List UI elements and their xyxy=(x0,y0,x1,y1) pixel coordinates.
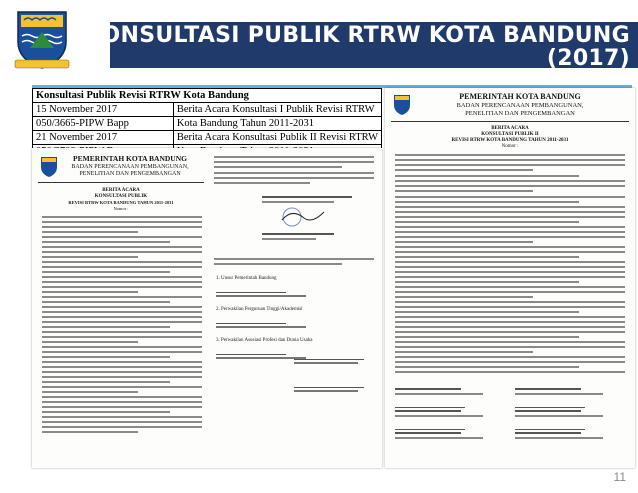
signer-label: 3. Perwakilan Asosiasi Profesi dan Dunia Usaha xyxy=(216,338,313,343)
doc-heading-1: BERITA ACARA xyxy=(491,126,529,131)
bandung-city-seal-icon xyxy=(12,8,72,72)
doc-heading-3: REVISI RTRW KOTA BANDUNG TAHUN 2011-2031 xyxy=(451,138,569,143)
table-row xyxy=(33,131,382,145)
table-cell-doc: Berita Acara Konsultasi I Publik Revisi RTRW xyxy=(173,103,381,117)
table-cell-date: 050/3665-PIPW Bapp xyxy=(33,117,174,131)
signer-label: 1. Unsur Pemerintah Bandung xyxy=(216,276,277,281)
doc-letterhead-rule xyxy=(391,121,629,122)
table-header-row xyxy=(33,89,382,103)
doc-heading-2: KONSULTASI PUBLIK II xyxy=(481,132,539,137)
doc-heading-3: REVISI RTRW KOTA BANDUNG TAHUN 2011-2031 xyxy=(68,200,174,205)
table-cell-doc: Berita Acara Konsultasi Publik II Revisi RTRW xyxy=(173,131,381,145)
doc-body-text xyxy=(395,154,625,376)
table-row xyxy=(33,103,382,117)
page-number: 11 xyxy=(613,470,626,484)
doc-body-text-column-1 xyxy=(42,216,202,436)
doc-signature-list xyxy=(515,388,625,442)
doc-signature-list xyxy=(395,388,505,442)
doc-org-name: PEMERINTAH KOTA BANDUNG xyxy=(73,154,187,163)
document-image-berita-acara-2 xyxy=(385,88,635,468)
doc-heading-1: BERITA ACARA xyxy=(102,188,140,193)
table-cell-date: 21 November 2017 xyxy=(33,131,174,145)
doc-signature-list xyxy=(216,276,366,359)
title-bar xyxy=(85,22,638,71)
doc-agency-line1: BADAN PERENCANAAN PEMBANGUNAN, xyxy=(456,102,584,109)
slide-header xyxy=(0,0,638,75)
signature-stamp-icon xyxy=(262,206,342,228)
doc-agency-line2: PENELITIAN DAN PENGEMBANGAN xyxy=(465,110,575,117)
doc-agency-line2: PENELITIAN DAN PENGEMBANGAN xyxy=(79,171,181,177)
table-header-cell: Konsultasi Publik Revisi RTRW Kota Bandung xyxy=(33,89,382,103)
doc-number: Nomor : xyxy=(113,206,129,211)
doc-letterhead-rule xyxy=(38,182,204,183)
doc-signature-list xyxy=(294,348,374,392)
doc-number: Nomor : xyxy=(501,144,519,149)
doc-heading-2: KONSULTASI PUBLIK xyxy=(94,194,148,199)
slide-title xyxy=(85,25,630,70)
bandung-city-seal-icon xyxy=(393,94,411,116)
table-row xyxy=(33,117,382,131)
table-cell-date: 15 November 2017 xyxy=(33,103,174,117)
doc-body-text-column-2 xyxy=(214,156,374,187)
doc-body-text-column-2 xyxy=(214,258,374,268)
signer-label: 2. Perwakilan Perguruan Tinggi/Akademisi xyxy=(216,307,303,312)
slide-title-line1: KONSULTASI PUBLIK RTRW KOTA BANDUNG xyxy=(85,23,630,48)
doc-agency-line1: BADAN PERENCANAAN PEMBANGUNAN, xyxy=(71,164,189,170)
bandung-city-seal-icon xyxy=(40,156,58,178)
table-cell-doc: Kota Bandung Tahun 2011-2031 xyxy=(173,117,381,131)
slide-title-line2: (2017) xyxy=(546,46,630,71)
doc-org-name: PEMERINTAH KOTA BANDUNG xyxy=(459,92,581,101)
document-image-berita-acara-1 xyxy=(32,148,382,468)
doc-date-stamp xyxy=(262,196,352,243)
